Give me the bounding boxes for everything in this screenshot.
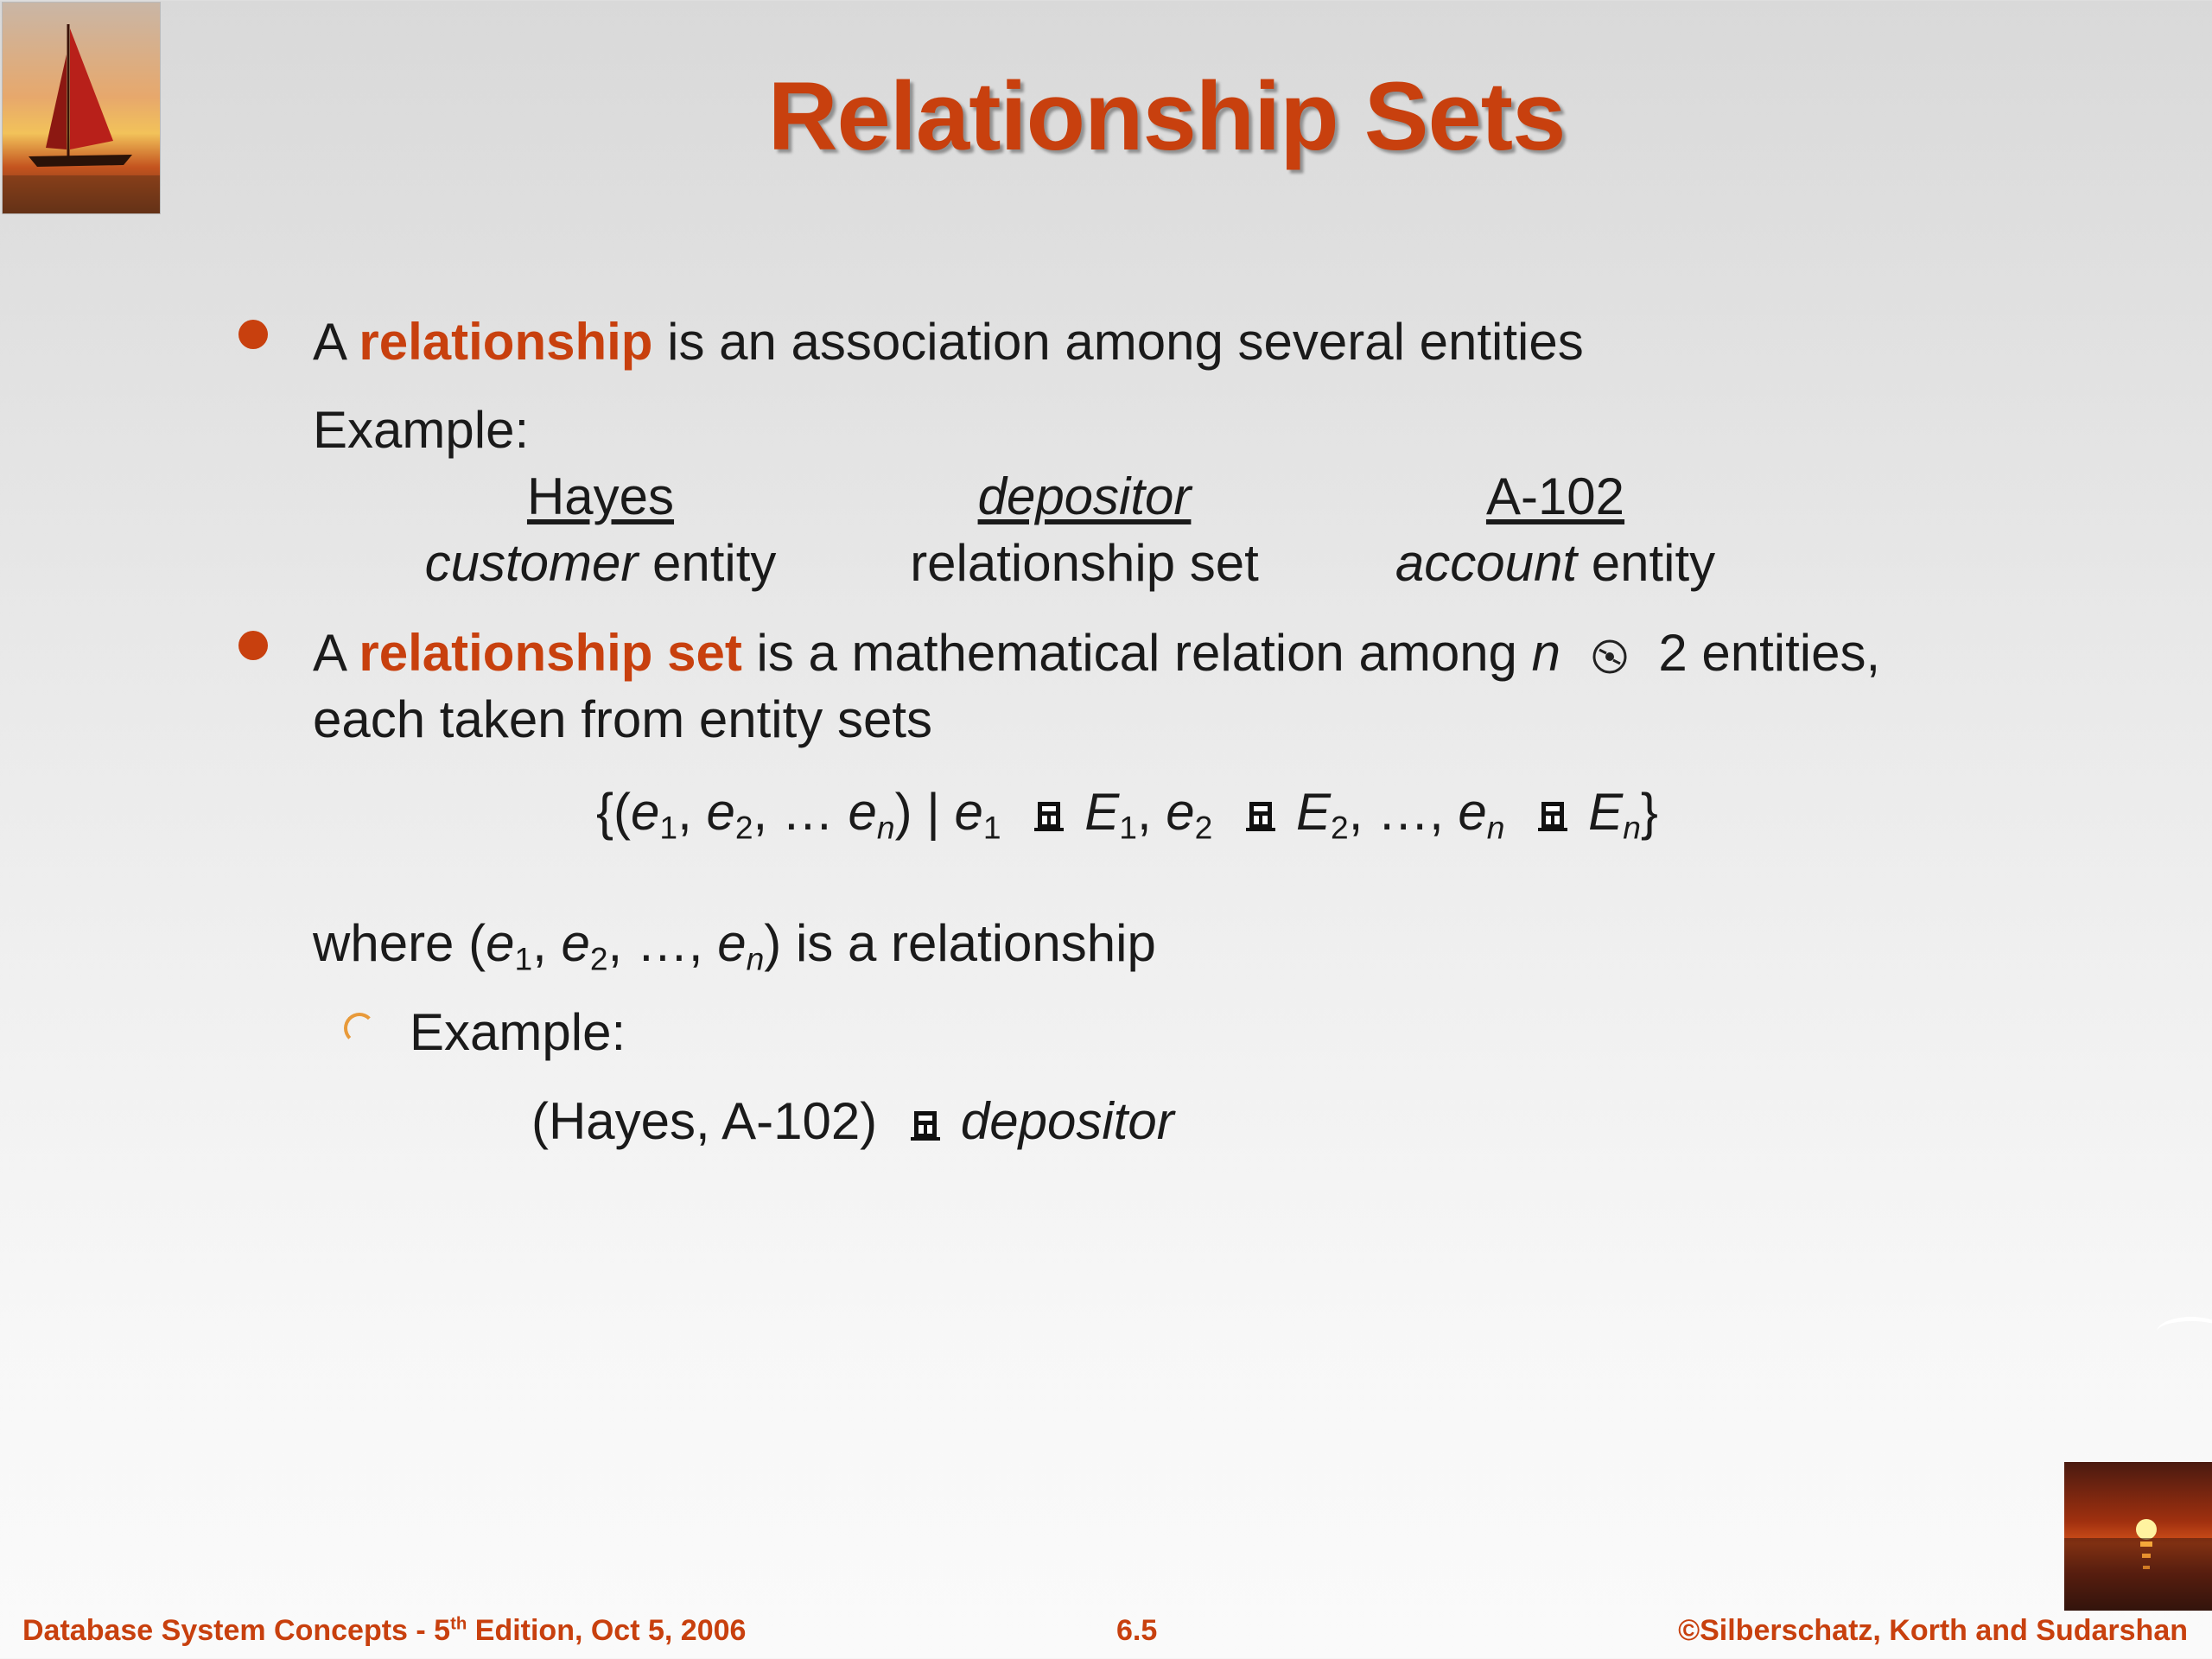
formula-comma: , xyxy=(677,783,707,841)
bullet-dot xyxy=(238,320,268,349)
formula-ellipsis: … xyxy=(781,783,849,841)
example-tuple: (Hayes, A-102) xyxy=(531,1092,878,1150)
caption-italic: customer xyxy=(424,534,639,592)
formula-sub: n xyxy=(746,940,765,977)
example-caption-customer xyxy=(402,534,799,592)
where-line xyxy=(313,914,1156,977)
formula-comma: , xyxy=(1348,783,1378,841)
bullet-dot xyxy=(238,631,268,660)
formula-set: E xyxy=(1084,783,1120,841)
example-relationship-depositor xyxy=(877,467,1292,525)
example-entity-hayes xyxy=(402,467,799,525)
formula-ellipsis: …, xyxy=(636,914,718,972)
formula-sub: 1 xyxy=(659,809,678,846)
formula-var: e xyxy=(561,914,590,972)
sunset-logo xyxy=(2064,1462,2212,1611)
example-entity-a102 xyxy=(1365,467,1745,525)
formula-var: e xyxy=(631,783,660,841)
bullet2-line1 xyxy=(313,624,1881,682)
formula-sub: 1 xyxy=(1119,809,1137,846)
formula-var: e xyxy=(706,783,735,841)
element-of-icon xyxy=(907,1106,945,1144)
bullet2-rest2: 2 entities, xyxy=(1643,624,1881,682)
formula-var: e xyxy=(848,783,877,841)
footer-book-post: Edition, Oct 5, 2006 xyxy=(467,1614,747,1647)
formula-comma: , xyxy=(1136,783,1166,841)
bullet2-prefix: A xyxy=(313,624,359,682)
formula-sub: n xyxy=(1623,809,1641,846)
formula-close: } xyxy=(1640,783,1658,841)
where-suffix: ) is a relationship xyxy=(764,914,1156,972)
set-formula xyxy=(596,783,1658,846)
caption-italic: account xyxy=(1395,534,1578,592)
bullet1-rest: is an association among several entities xyxy=(652,313,1584,371)
bullet1-text xyxy=(313,313,1584,371)
element-of-icon xyxy=(1243,797,1281,835)
example-set: depositor xyxy=(960,1092,1174,1150)
example-label: Example: xyxy=(313,401,530,459)
bullet1-prefix: A xyxy=(313,313,359,371)
footer-book xyxy=(22,1614,746,1648)
sub-example-tuple xyxy=(531,1092,1174,1150)
sub-bullet-arc-icon xyxy=(344,1013,375,1044)
formula-sub: n xyxy=(1486,809,1505,846)
sub-example-label: Example: xyxy=(410,1003,626,1061)
formula-bar: ) | xyxy=(894,783,955,841)
bullet2-rest: is a mathematical relation among xyxy=(741,624,1532,682)
footer-copyright: ©Silberschatz, Korth and Sudarshan xyxy=(1678,1614,2188,1647)
formula-var: e xyxy=(954,783,983,841)
footer-book-sup: th xyxy=(450,1614,467,1634)
formula-open: {( xyxy=(596,783,632,841)
caption-rest: entity xyxy=(1577,534,1716,592)
example-top: A-102 xyxy=(1485,467,1625,525)
element-of-icon xyxy=(1535,797,1573,835)
example-top: depositor xyxy=(977,467,1192,525)
footer-book-pre: Database System Concepts - 5 xyxy=(22,1614,451,1647)
formula-var: e xyxy=(486,914,515,972)
formula-var: e xyxy=(1166,783,1195,841)
formula-comma: , xyxy=(607,914,637,972)
formula-var: e xyxy=(717,914,747,972)
where-prefix: where ( xyxy=(313,914,486,972)
decorative-swoosh xyxy=(2157,1317,2212,1347)
formula-set: E xyxy=(1588,783,1624,841)
slide-number: 6.5 xyxy=(1116,1614,1158,1647)
formula-comma: , xyxy=(753,783,782,841)
formula-sub: 2 xyxy=(734,809,753,846)
caption-rest: entity xyxy=(638,534,777,592)
variable-n: n xyxy=(1531,624,1560,682)
bullet2-line2: each taken from entity sets xyxy=(313,690,933,748)
formula-sub: 1 xyxy=(514,940,533,977)
broken-symbol-icon xyxy=(1591,638,1629,676)
term-relationship-set: relationship set xyxy=(359,624,742,682)
formula-comma: , xyxy=(532,914,562,972)
formula-ellipsis: …, xyxy=(1377,783,1459,841)
example-caption-relationship-set xyxy=(877,534,1292,592)
formula-sub: 2 xyxy=(1331,809,1349,846)
example-top: Hayes xyxy=(526,467,675,525)
term-relationship: relationship xyxy=(359,313,653,371)
element-of-icon xyxy=(1031,797,1069,835)
slide-title: Relationship Sets xyxy=(767,62,1566,170)
formula-sub: n xyxy=(876,809,895,846)
caption-rest: relationship set xyxy=(910,534,1259,592)
formula-var: e xyxy=(1458,783,1487,841)
example-caption-account xyxy=(1365,534,1745,592)
formula-sub: 2 xyxy=(589,940,608,977)
formula-sub: 1 xyxy=(982,809,1001,846)
formula-sub: 2 xyxy=(1194,809,1213,846)
formula-set: E xyxy=(1296,783,1332,841)
